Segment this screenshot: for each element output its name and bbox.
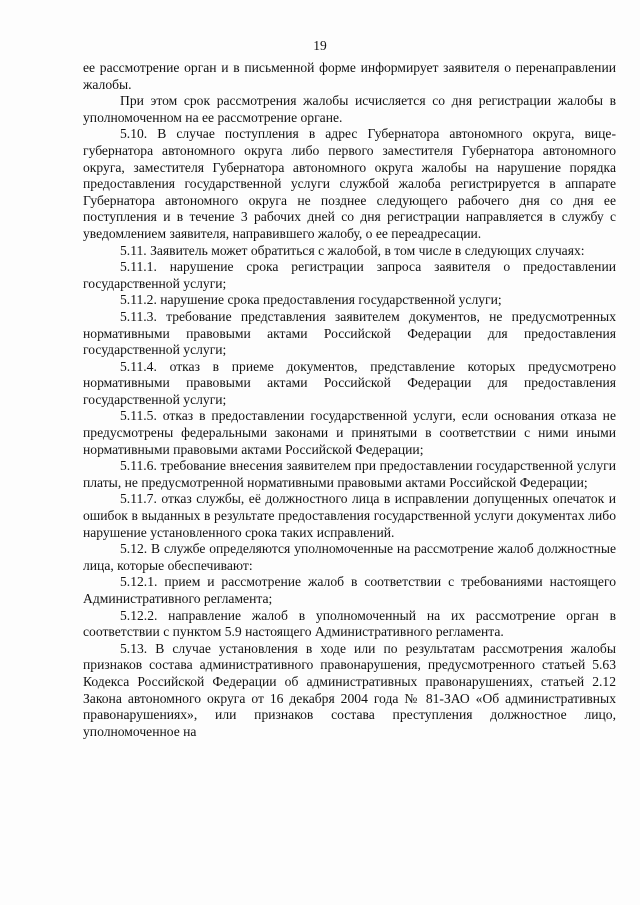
paragraph-5-13: 5.13. В случае установления в ходе или по результатам рассмотрения жалобы признаков состава административного правонарушения, предусмотренного статьей 5.63 Кодекса Российской Федерации об административных правонарушениях, статьей 2.12 Закона автономного округа от 16 декабря 2004 года № 81-ЗАО «Об административных правонарушениях», или признаков состава преступления должностное лицо, уполномоченное на: [83, 640, 616, 739]
paragraph-5-11-3: 5.11.3. требование представления заявителем документов, не предусмотренных нормативными правовыми актами Российской Федерации для предоставления государственной услуги;: [83, 308, 616, 358]
paragraph-5-11-7: 5.11.7. отказ службы, её должностного лица в исправлении допущенных опечаток и ошибок в выданных в результате предоставления государственной услуги документах либо нарушение установленного срока таких исправлений.: [83, 491, 616, 540]
paragraph-5-11-6: 5.11.6. требование внесения заявителем при предоставлении государственной услуги платы, не предусмотренной нормативными правовыми актами Российской Федерации;: [83, 458, 616, 490]
page-number: 19: [313, 38, 327, 53]
document-body: [83, 60, 616, 740]
paragraph-5-10: 5.10. В случае поступления в адрес Губернатора автономного округа, вице-губернатора автономного округа либо первого заместителя Губернатора автономного округа, заместителя Губернатора автономного округа жалобы на нарушение порядка предоставления государственной услуги службой жалоба регистрируется в аппарате Губернатора автономного округа не позднее следующего рабочего дня со дня ее поступления и в течение 3 рабочих дней со дня регистрации направляется в службу с уведомлением заявителя, направившего жалобу, о ее переадресации.: [83, 126, 616, 241]
paragraph-complaint-term: При этом срок рассмотрения жалобы исчисляется со дня регистрации жалобы в уполномоченном на ее рассмотрение органе.: [83, 93, 616, 125]
paragraph-5-11-2: 5.11.2. нарушение срока предоставления государственной услуги;: [120, 292, 502, 308]
paragraph-5-11-1: 5.11.1. нарушение срока регистрации запроса заявителя о предоставлении государственной услуги;: [83, 259, 616, 291]
paragraph-5-11-4: 5.11.4. отказ в приеме документов, представление которых предусмотрено нормативными правовыми актами Российской Федерации для предоставления государственной услуги;: [83, 358, 616, 407]
paragraph-5-12-1: 5.12.1. прием и рассмотрение жалоб в соответствии с требованиями настоящего Административного регламента;: [83, 574, 616, 606]
paragraph-continuation: ее рассмотрение орган и в письменной форме информирует заявителя о перенаправлении жалобы.: [83, 60, 616, 92]
paragraph-5-12: 5.12. В службе определяются уполномоченные на рассмотрение жалоб должностные лица, которые обеспечивают:: [83, 541, 616, 573]
paragraph-5-11: 5.11. Заявитель может обратиться с жалобой, в том числе в следующих случаях:: [120, 242, 585, 258]
paragraph-5-11-5: 5.11.5. отказ в предоставлении государственной услуги, если основания отказа не предусмотрены федеральными законами и принятыми в соответствии с ними иными нормативными правовыми актами Российской Федерации;: [83, 408, 616, 457]
paragraph-5-12-2: 5.12.2. направление жалоб в уполномоченный на их рассмотрение орган в соответствии с пунктом 5.9 настоящего Административного регламента.: [83, 607, 616, 640]
